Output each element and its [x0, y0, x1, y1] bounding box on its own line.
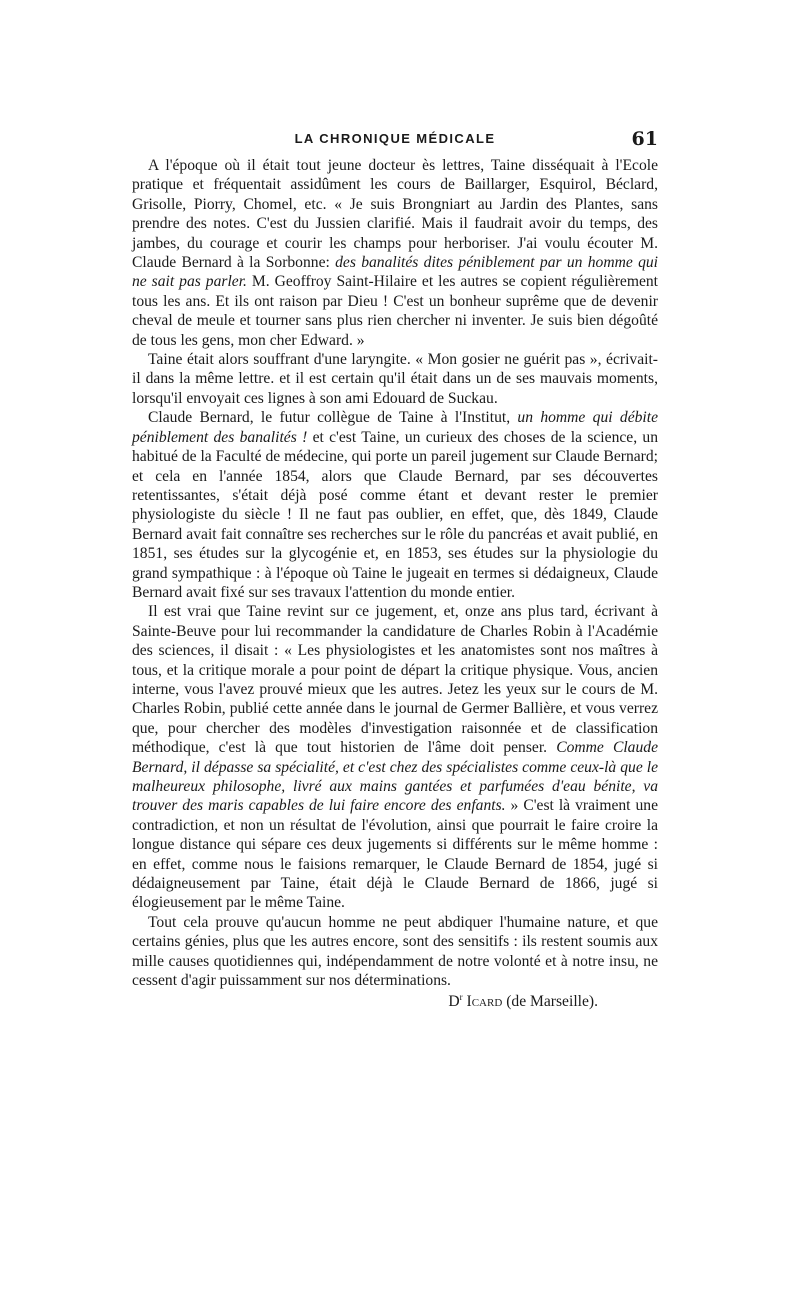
signature-prefix: D [448, 993, 460, 1011]
paragraph-1-text-a: A l'époque où il était tout jeune docteur ès lettres, Taine disséquait à l'Ecole pratique et fréquentait assidûment les cours de Baillarger, Esquirol, Béclard, Grisolle, Piorry, Chomel, etc. « Je suis Brongniart au Jardin des Plantes, sans prendre des notes. C'est du Jussien clarifié. Mais il faudrait avoir du temps, des jambes, du courage et courir les champs pour herboriser. J'ai voulu écouter M. Claude Bernard à la Sorbonne: [132, 157, 658, 272]
paragraph-5: Tout cela prouve qu'aucun homme ne peut abdiquer l'humaine nature, et que certains génies, plus que les autres encore, sont des sensitifs : ils restent soumis aux mille causes quotidiennes qui, indépendamment de notre volonté et à notre insu, ne cessent d'agir puissamment sur nos déterminations. [132, 913, 658, 990]
article-body [132, 156, 658, 1012]
signature-name: Icard [466, 993, 503, 1011]
paragraph-2: Taine était alors souffrant d'une laryngite. « Mon gosier ne guérit pas », écrivait-il dans la même lettre. et il est certain qu'il était dans un de ses mauvais moments, lorsqu'il envoyait ces lignes à son ami Edouard de Suckau. [132, 351, 658, 407]
page-number: 61 [631, 128, 658, 150]
paragraph-1-text-c: M. Geoffroy Saint-Hilaire et les autres se copient régulièrement tous les ans. Et ils ont raison par Dieu ! C'est un bonheur suprême que de devenir cheval de meule et tourner sans plus rien chercher ni inventer. Je suis bien dégoûté de tous les gens, mon cher Edward. » [132, 273, 658, 349]
signature-superscript: r [459, 992, 463, 1003]
paragraph-3-text-a: Claude Bernard, le futur collègue de Taine à l'Institut, [148, 409, 518, 427]
paragraph-1-quote-italic: des banalités dites péniblement par un homme qui ne sait pas parler. [132, 254, 658, 291]
paragraph-4-text-c: » C'est là vraiment une contradiction, et non un résultat de l'évolution, ainsi que pourrait le faire croire la longue distance qui sépare ces deux jugements si différents sur le même homme : en effet, comme nous le faisions remarquer, le Claude Bernard de 1854, jugé si dédaigneusement par Taine, était déjà le Claude Bernard de 1866, jugé si élogieusement par le même Taine. [132, 797, 659, 912]
paragraph-4-quote-italic: Comme Claude Bernard, il dépasse sa spécialité, et c'est chez des spécialistes comme ceux-là que le malheureux philosophe, livré aux mains gantées et parfumées d'eau bénite, va trouver des maris capables de lui faire encore des enfants. [132, 739, 658, 815]
paragraph-3 [132, 408, 658, 602]
running-header [132, 128, 658, 152]
running-title: LA CHRONIQUE MÉDICALE [294, 131, 496, 146]
paragraph-4 [132, 602, 658, 913]
paragraph-1 [132, 156, 658, 350]
signature-place: (de Marseille). [506, 993, 598, 1011]
paragraph-3-text-c: et c'est Taine, un curieux des choses de la science, un habitué de la Faculté de médecine, qui porte un pareil jugement sur Claude Bernard; et cela en l'année 1854, alors que Claude Bernard, par ses découvertes retentissantes, s'était déjà posé comme étant et devant rester le premier physiologiste du siècle ! Il ne faut pas oublier, en effet, que, dès 1849, Claude Bernard avait fait connaître ses recherches sur le rôle du pancréas et avait publié, en 1851, ses études sur la glycogénie et, en 1853, ses études sur la physiologie du grand sympathique : à l'époque où Taine le jugeait en termes si dédaigneux, Claude Bernard avait fixé sur ses travaux l'attention du monde entier. [132, 428, 658, 601]
paragraph-4-text-a: Il est vrai que Taine revint sur ce jugement, et, onze ans plus tard, écrivant à Sainte-Beuve pour lui recommander la candidature de Charles Robin à l'Académie des sciences, il disait : « Les physiologistes et les anatomistes sont nos maîtres à tous, et la critique morale a pour point de départ la critique physique. Vous, ancien interne, vous l'avez prouvé mieux que les autres. Jetez les yeux sur le cours de M. Charles Robin, publié cette année dans le journal de Germer Ballière, et vous verrez que, pour chercher des modèles d'investigation raisonnée et de classification méthodique, c'est là que tout historien de l'âme doit penser. [132, 603, 658, 757]
author-signature [132, 992, 658, 1011]
paragraph-3-quote-italic: un homme qui débite péniblement des banalités ! [132, 409, 658, 446]
